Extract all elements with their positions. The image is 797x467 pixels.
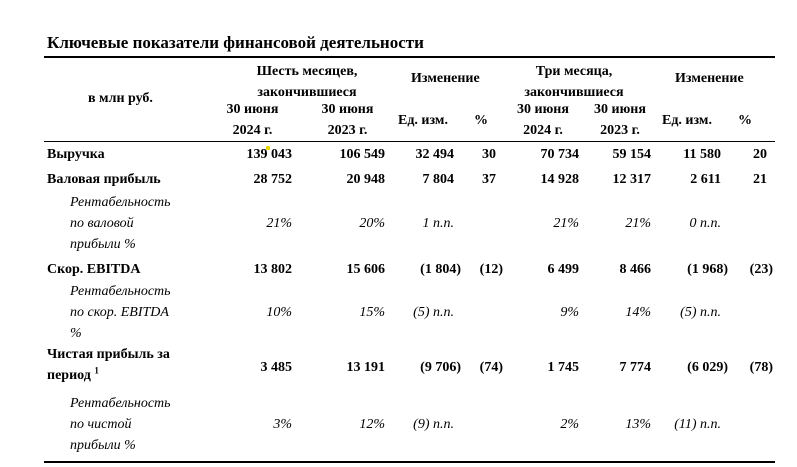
cell: 13% bbox=[625, 417, 651, 432]
cell: (9) п.п. bbox=[413, 417, 454, 432]
row-label-gross-margin: Рентабельность по валовой прибыли % bbox=[70, 195, 171, 252]
cell: 139 043 bbox=[246, 147, 292, 162]
col-three-2024: 30 июня 2024 г. bbox=[517, 102, 569, 138]
table-title: Ключевые показатели финансовой деятельности bbox=[47, 33, 424, 52]
row-label-ebitda-margin: Рентабельность по скор. EBITDA % bbox=[70, 284, 171, 341]
cell: 10% bbox=[266, 305, 292, 320]
cell: 7 804 bbox=[422, 172, 454, 187]
cell: 1 п.п. bbox=[422, 216, 454, 231]
cell: 11 580 bbox=[683, 147, 721, 162]
three-months-header: Три месяца, закончившиеся bbox=[524, 64, 624, 100]
footnote-marker: 1 bbox=[94, 365, 99, 376]
cell: (5) п.п. bbox=[680, 305, 721, 320]
cell: 1 745 bbox=[547, 360, 579, 375]
cell: 21 bbox=[753, 172, 767, 187]
cell: (12) bbox=[479, 262, 503, 277]
unit-label: в млн руб. bbox=[88, 91, 153, 106]
cell: 6 499 bbox=[547, 262, 579, 277]
cell: (1 804) bbox=[420, 262, 461, 277]
cell: (11) п.п. bbox=[674, 417, 721, 432]
cell: 8 466 bbox=[619, 262, 651, 277]
row-label-net-margin: Рентабельность по чистой прибыли % bbox=[70, 396, 171, 453]
header-rule bbox=[44, 141, 775, 142]
cell: 20% bbox=[359, 216, 385, 231]
cell: (1 968) bbox=[687, 262, 728, 277]
col-six-2023: 30 июня 2023 г. bbox=[321, 102, 374, 138]
col-six-unit-change: Ед. изм. bbox=[398, 113, 448, 128]
cell: 9% bbox=[560, 305, 579, 320]
cell: 20 bbox=[753, 147, 767, 162]
cell: (74) bbox=[479, 360, 503, 375]
top-rule bbox=[44, 56, 775, 58]
cell: 15 606 bbox=[346, 262, 385, 277]
cell: 106 549 bbox=[339, 147, 385, 162]
cell: (23) bbox=[749, 262, 773, 277]
col-three-unit-change: Ед. изм. bbox=[662, 113, 712, 128]
cell: 21% bbox=[266, 216, 292, 231]
col-six-2024: 30 июня 2024 г. bbox=[226, 102, 279, 138]
cell: 2% bbox=[560, 417, 579, 432]
cell: 15% bbox=[359, 305, 385, 320]
cell: 32 494 bbox=[415, 147, 454, 162]
row-label-gross-profit: Валовая прибыль bbox=[47, 172, 161, 187]
col-three-pct: % bbox=[738, 113, 752, 128]
bottom-rule bbox=[44, 461, 775, 463]
cell: 13 191 bbox=[346, 360, 385, 375]
cell: 7 774 bbox=[619, 360, 651, 375]
cell: 2 611 bbox=[690, 172, 721, 187]
cell: 14 928 bbox=[540, 172, 579, 187]
change-header-three: Изменение bbox=[675, 71, 744, 86]
cell: 14% bbox=[625, 305, 651, 320]
cell: 12% bbox=[359, 417, 385, 432]
cell: 37 bbox=[482, 172, 496, 187]
cell: 21% bbox=[553, 216, 579, 231]
row-label-net-profit: Чистая прибыль за период $^1$ bbox=[47, 347, 170, 383]
cell: 12 317 bbox=[612, 172, 651, 187]
col-three-2023: 30 июня 2023 г. bbox=[594, 102, 646, 138]
cell: 21% bbox=[625, 216, 651, 231]
row-label-revenue: Выручка bbox=[47, 147, 105, 162]
cell: (9 706) bbox=[420, 360, 461, 375]
cell: 0 п.п. bbox=[689, 216, 721, 231]
cell: 3% bbox=[273, 417, 292, 432]
cell: 20 948 bbox=[346, 172, 385, 187]
six-months-header: Шесть месяцев, закончившиеся bbox=[256, 64, 358, 100]
cell: 3 485 bbox=[260, 360, 292, 375]
cell: 28 752 bbox=[253, 172, 292, 187]
cell: 30 bbox=[482, 147, 496, 162]
change-header-six: Изменение bbox=[411, 71, 480, 86]
row-label-ebitda: Скор. EBITDA bbox=[47, 262, 141, 277]
cell: (78) bbox=[749, 360, 773, 375]
cell: 13 802 bbox=[253, 262, 292, 277]
col-six-pct: % bbox=[474, 113, 488, 128]
cell: (5) п.п. bbox=[413, 305, 454, 320]
cell: 70 734 bbox=[540, 147, 579, 162]
cell: 59 154 bbox=[612, 147, 651, 162]
cell: (6 029) bbox=[687, 360, 728, 375]
